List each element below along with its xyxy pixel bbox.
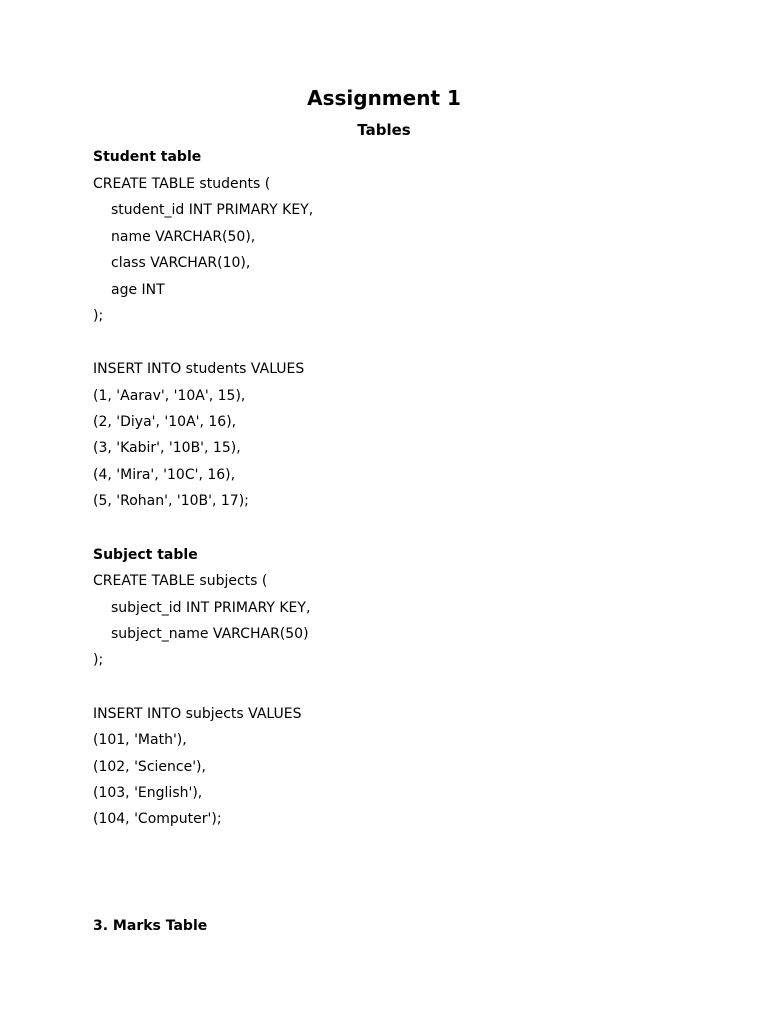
student-create-line: age INT (111, 282, 165, 298)
student-insert-line: INSERT INTO students VALUES (93, 361, 305, 377)
student-create-line: CREATE TABLE students ( (93, 176, 271, 192)
subject-create-line: subject_id INT PRIMARY KEY, (111, 600, 311, 616)
subject-create-line: subject_name VARCHAR(50) (111, 626, 309, 642)
student-insert-line: (3, 'Kabir', '10B', 15), (93, 440, 241, 456)
document-subtitle: Tables (357, 121, 411, 139)
student-insert-line: (5, 'Rohan', '10B', 17); (93, 493, 249, 509)
marks-table-heading: 3. Marks Table (93, 918, 208, 934)
document-title: Assignment 1 (307, 86, 461, 110)
student-insert-line: (1, 'Aarav', '10A', 15), (93, 388, 246, 404)
subject-insert-line: (103, 'English'), (93, 785, 203, 801)
student-table-heading: Student table (93, 149, 202, 165)
subject-insert-line: (102, 'Science'), (93, 759, 206, 775)
subject-create-line: CREATE TABLE subjects ( (93, 573, 268, 589)
subject-insert-line: (104, 'Computer'); (93, 811, 222, 827)
student-insert-line: (2, 'Diya', '10A', 16), (93, 414, 237, 430)
student-create-line: student_id INT PRIMARY KEY, (111, 202, 314, 218)
student-create-line: ); (93, 308, 104, 324)
student-create-line: class VARCHAR(10), (111, 255, 251, 271)
student-insert-line: (4, 'Mira', '10C', 16), (93, 467, 236, 483)
subject-insert-line: INSERT INTO subjects VALUES (93, 706, 302, 722)
subject-table-heading: Subject table (93, 547, 198, 563)
subject-create-line: ); (93, 652, 104, 668)
student-create-line: name VARCHAR(50), (111, 229, 256, 245)
subject-insert-line: (101, 'Math'), (93, 732, 187, 748)
